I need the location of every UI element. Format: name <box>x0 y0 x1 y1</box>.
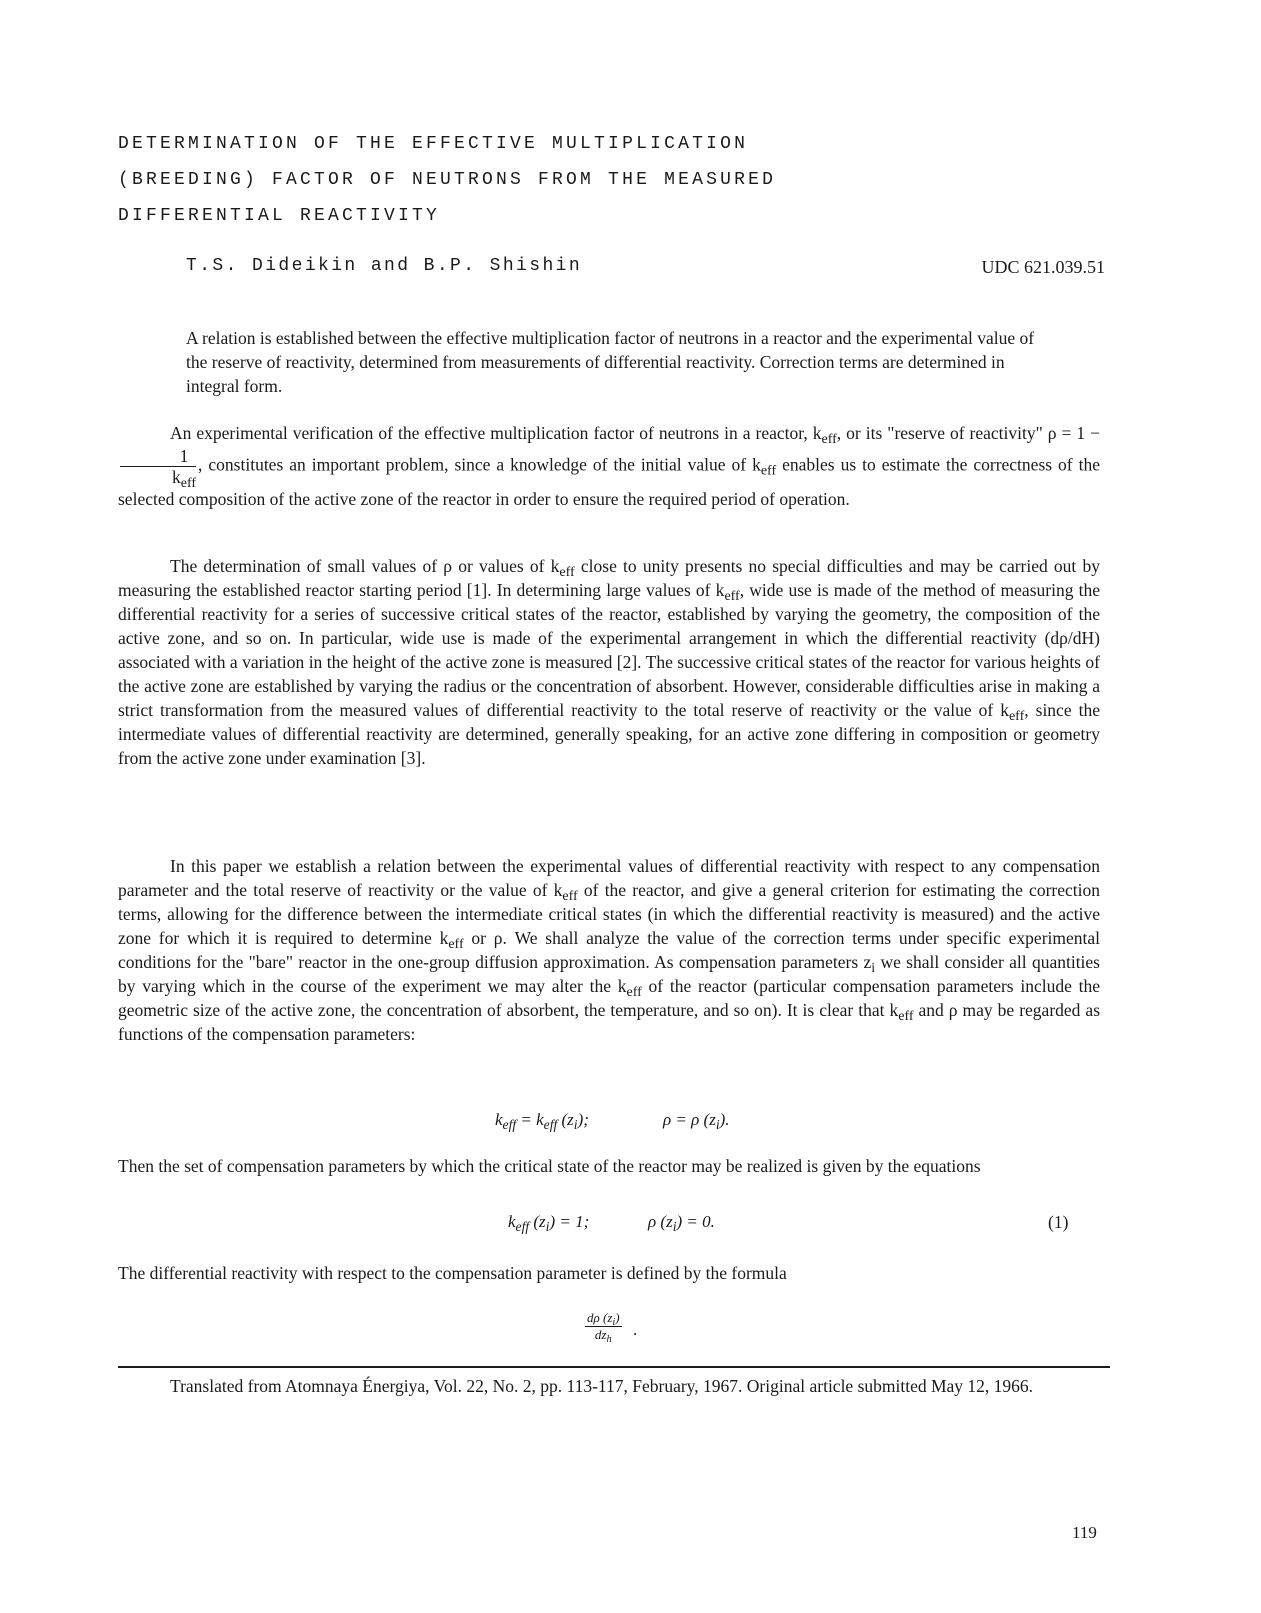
paragraph-3: In this paper we establish a relation between the experimental values of differential reactivity with respect to any compensation parameter and the total reserve of reactivity or the value of $k_{eff}$ of the reactor, and give a general criterion for estimating the correction terms, allowing for the difference between the intermediate critical states (in which the differential reactivity is measured) and the active zone for which it is required to determine $k_{eff}$ or ρ. We shall analyze the value of the correction terms under specific experimental conditions for the "bare" reactor in the one-group diffusion approximation. As compensation parameters $z_i$ we shall consider all quantities by varying which in the course of the experiment we may alter the $k_{eff}$ of the reactor (particular compensation parameters include the geometric size of the active zone, the concentration of absorbent, the temperature, and so on). It is clear that $k_{eff}$ and ρ may be regarded as functions of the compensation parameters: <box>118 856 1101 1044</box>
udc-code: UDC 621.039.51 <box>981 257 1105 277</box>
equation-1-rho-part: ρ $(z_i) = 0$. <box>648 1212 715 1235</box>
title-line-1: DETERMINATION OF THE EFFECTIVE MULTIPLICATION <box>118 134 749 154</box>
paragraph-1: An experimental verification of the effective multiplication factor of neutrons in a reactor, $k_{eff}$, or its "reserve of reactivity" ρ = 1 − $\frac{1}{k_{eff}}$ , constitutes an important problem, since a knowledge of the initial value of $k_{eff}$ enables us to estimate the correctness of the selected composition of the active zone of the reactor in order to ensure the required period of operation. <box>118 423 1101 509</box>
equation-number: (1) <box>1048 1212 1069 1232</box>
abstract: A relation is established between the effective multiplication factor of neutrons in a reactor and the experimental value of the reserve of reactivity, determined from measurements of differential reactivity. Correction terms are determined in integral form. <box>186 328 1035 396</box>
paragraph-4: Then the set of compensation parameters by which the critical state of the reactor may be realized is given by the equations <box>118 1156 981 1176</box>
title-line-3: DIFFERENTIAL REACTIVITY <box>118 206 441 226</box>
footnote: Translated from Atomnaya Énergiya, Vol. 22, No. 2, pp. 113-117, February, 1967. Original article submitted May 12, 1966. <box>170 1376 1034 1396</box>
title-line-2: (BREEDING) FACTOR OF NEUTRONS FROM THE MEASURED <box>118 170 777 190</box>
equation-keff-part: $k_{eff} = k_{eff}$ $(z_i)$; <box>495 1110 589 1133</box>
differential-reactivity-formula: dρ $(z_i)$ $dz_h$ <box>587 1310 620 1346</box>
equation-1-keff-part: $k_{eff}$ $(z_i) = 1$; <box>508 1212 590 1235</box>
reserve-fraction: $\frac{1}{k_{eff}}$ <box>120 446 196 487</box>
authors: T.S. Dideikin and B.P. Shishin <box>186 256 583 276</box>
footnote-rule <box>118 1366 1110 1368</box>
paragraph-5: The differential reactivity with respect to the compensation parameter is defined by the formula <box>118 1263 787 1283</box>
equation-rho-part: ρ = ρ $(z_i)$. <box>663 1110 730 1133</box>
paragraph-2: The determination of small values of ρ or values of $k_{eff}$ close to unity presents no special difficulties and may be carried out by measuring the established reactor starting period [1]. In determining large values of $k_{eff}$, wide use is made of the method of measuring the differential reactivity for a series of successive critical states of the reactor, established by varying the geometry, the composition of the active zone, and so on. In particular, wide use is made of the experimental arrangement in which the differential reactivity (dρ/dH) associated with a variation in the height of the active zone is measured [2]. The successive critical states of the reactor for various heights of the active zone are established by varying the radius or the concentration of absorbent. However, considerable difficulties arise in making a strict transformation from the measured values of differential reactivity to the total reserve of reactivity or the value of $k_{eff}$, since the intermediate values of differential reactivity are determined, generally speaking, for an active zone differing in composition or geometry from the active zone under examination [3]. <box>118 556 1101 768</box>
formula-period: . <box>633 1320 638 1339</box>
page-number: 119 <box>1072 1523 1097 1542</box>
equation-keff-rho <box>0 1110 1261 1136</box>
equation-1 <box>0 1212 1261 1238</box>
